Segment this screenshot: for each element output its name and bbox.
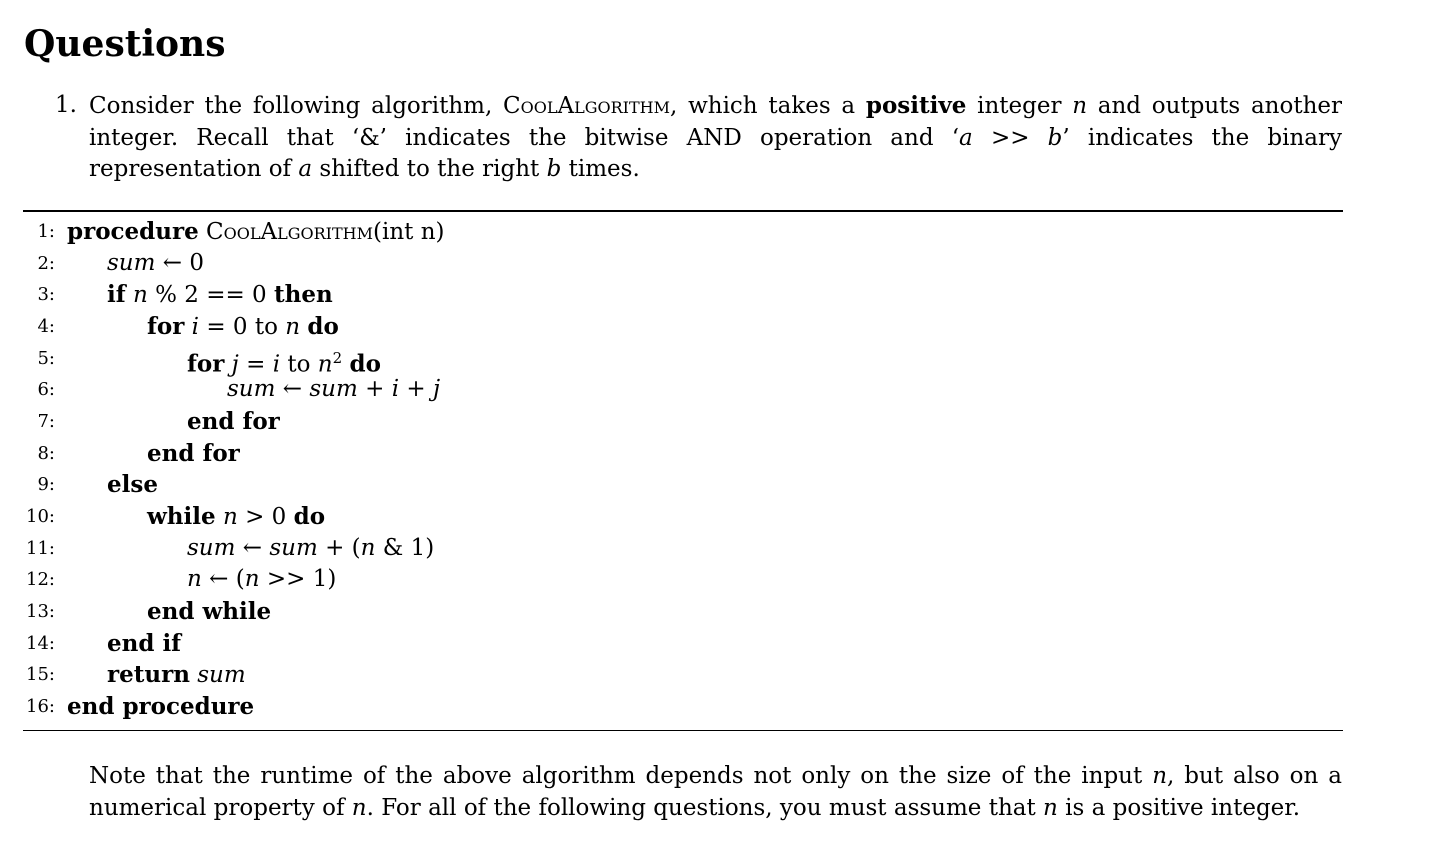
line-number: 10: bbox=[26, 506, 55, 527]
line-number: 11: bbox=[26, 538, 55, 559]
line-number: 1: bbox=[37, 221, 55, 242]
line-number: 7: bbox=[37, 411, 55, 432]
line-number: 8: bbox=[37, 443, 55, 464]
algorithm-block: 1: procedure CoolAlgorithm(int n) 2: sum ← 0 3: if n % 2 == 0 then 4: for i = 0 to n do 5: for j = i to $n^2$ do 6: sum ← sum + i + j 7: end for 8: end for 9: else 10: while n > 0 do 11: sum ← sum + (n & 1) 12: n ← (n >> 1) 13: end while 14: end if 15: return sum 16: end procedure bbox=[23, 210, 1343, 731]
line-number: 3: bbox=[37, 284, 55, 305]
line-number: 15: bbox=[26, 664, 55, 685]
line-number: 2: bbox=[37, 253, 55, 274]
emphasis-positive: positive bbox=[865, 92, 967, 119]
line-number: 13: bbox=[26, 601, 55, 622]
line-number: 16: bbox=[26, 696, 55, 717]
line-number: 4: bbox=[37, 316, 55, 337]
algorithm-name: CoolAlgorithm bbox=[503, 93, 671, 119]
line-number: 5: bbox=[37, 348, 55, 369]
note-paragraph: Note that the runtime of the above algorithm depends not only on the size of the input n, but also on a numerical property of n. For all of the following questions, you must assume that n is a positive integer. bbox=[89, 763, 1342, 821]
section-title: Questions bbox=[24, 23, 226, 65]
question-number: 1. bbox=[55, 92, 77, 118]
line-number: 14: bbox=[26, 633, 55, 654]
line-number: 12: bbox=[26, 569, 55, 590]
line-number: 9: bbox=[37, 474, 55, 495]
line-number: 6: bbox=[37, 379, 55, 400]
question-text: Consider the following algorithm, CoolAlgorithm, which takes a positive integer n and outputs another integer. Recall that ‘&’ indicates the bitwise AND operation and ‘a >> b’ indicates the binary representation of a shifted to the right b times. bbox=[89, 92, 1343, 182]
question-1 bbox=[55, 90, 1342, 186]
